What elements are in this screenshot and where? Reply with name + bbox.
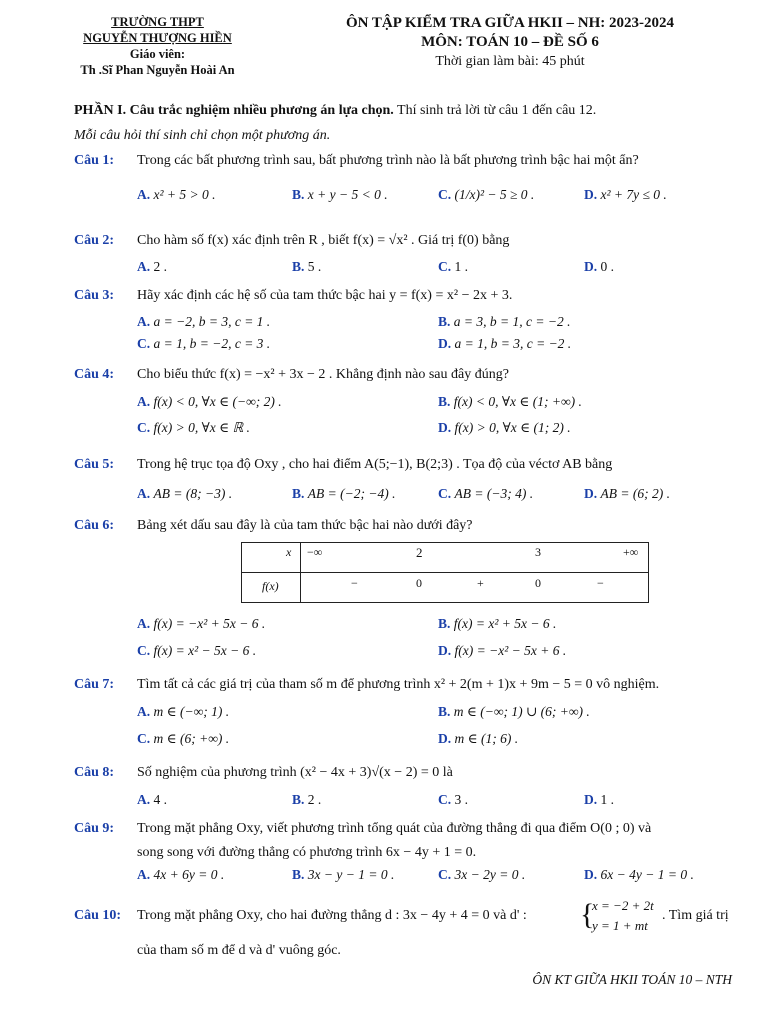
option-b[interactable]: B. m ∈ (−∞; 1) ∪ (6; +∞) . <box>438 704 590 719</box>
school-line2: NGUYỄN THƯỢNG HIỀN <box>83 31 232 45</box>
school-line1: TRƯỜNG THPT <box>111 15 204 29</box>
option-b[interactable]: B. a = 3, b = 1, c = −2 . <box>438 314 571 329</box>
option-a[interactable]: A. f(x) = −x² + 5x − 6 . <box>137 616 266 631</box>
question-text-tail: . Tìm giá trị <box>662 908 729 923</box>
sign-value: − <box>351 576 358 590</box>
option-c[interactable]: C. a = 1, b = −2, c = 3 . <box>137 336 271 351</box>
option-a[interactable]: A. m ∈ (−∞; 1) . <box>137 704 230 719</box>
question-text: Trong hệ trục tọa độ Oxy , cho hai điểm A(5;−1), B(2;3) . Tọa độ của véctơ AB bằng <box>137 457 613 472</box>
option-a[interactable]: A. AB = (8; −3) . <box>137 486 233 501</box>
option-b[interactable]: B. x + y − 5 < 0 . <box>292 187 388 202</box>
fx-label: f(x) <box>262 579 279 593</box>
question-label: Câu 10: <box>74 908 122 923</box>
option-b[interactable]: B. 5 . <box>292 259 322 274</box>
part-note: Mỗi câu hỏi thí sinh chỉ chọn một phương án. <box>74 128 331 143</box>
sign-value: − <box>597 576 604 590</box>
option-b[interactable]: B. f(x) = x² + 5x − 6 . <box>438 616 557 631</box>
x-value: 2 <box>416 545 423 560</box>
system-line2: y = 1 + mt <box>592 918 648 933</box>
sign-table <box>241 542 649 603</box>
option-c[interactable]: C. f(x) > 0, ∀x ∈ ℝ . <box>137 420 250 435</box>
option-d[interactable]: D. AB = (6; 2) . <box>584 486 670 501</box>
option-a[interactable]: A. 4 . <box>137 792 167 807</box>
system-line1: x = −2 + 2t <box>592 898 654 913</box>
exam-header <box>290 14 730 71</box>
question-text: Bảng xét dấu sau đây là của tam thức bậc hai nào dưới đây? <box>137 518 473 533</box>
question-text: Số nghiệm của phương trình (x² − 4x + 3)√(x − 2) = 0 là <box>137 765 453 780</box>
x-value: +∞ <box>623 545 639 559</box>
option-a[interactable]: A. 4x + 6y = 0 . <box>137 867 225 882</box>
option-d[interactable]: D. 1 . <box>584 792 614 807</box>
exam-subject: MÔN: TOÁN 10 – ĐỀ SỐ 6 <box>421 34 599 50</box>
part-instruction: Thí sinh trả lời từ câu 1 đến câu 12. <box>393 103 597 118</box>
question-label: Câu 2: <box>74 233 115 248</box>
question-label: Câu 8: <box>74 765 115 780</box>
option-c[interactable]: C. 3 . <box>438 792 468 807</box>
brace-glyph: { <box>580 898 595 931</box>
sign-value: 0 <box>416 576 422 590</box>
option-d[interactable]: D. 6x − 4y − 1 = 0 . <box>584 867 694 882</box>
x-value: −∞ <box>307 545 323 559</box>
question-label: Câu 3: <box>74 288 115 303</box>
option-c[interactable]: C. f(x) = x² − 5x − 6 . <box>137 643 257 658</box>
option-a[interactable]: A. f(x) < 0, ∀x ∈ (−∞; 2) . <box>137 394 282 409</box>
question-text: Hãy xác định các hệ số của tam thức bậc hai y = f(x) = x² − 2x + 3. <box>137 288 513 303</box>
question-label: Câu 5: <box>74 457 115 472</box>
question-text: Tìm tất cả các giá trị của tham số m để phương trình x² + 2(m + 1)x + 9m − 5 = 0 vô nghiệm. <box>137 677 660 692</box>
teacher-label: Giáo viên: <box>129 47 186 61</box>
question-text: Trong mặt phẳng Oxy, cho hai đường thẳng d : 3x − 4y + 4 = 0 và d' : <box>137 908 527 923</box>
x-label: x <box>286 545 292 559</box>
option-a[interactable]: A. x² + 5 > 0 . <box>137 187 216 202</box>
option-b[interactable]: B. f(x) < 0, ∀x ∈ (1; +∞) . <box>438 394 582 409</box>
question-label: Câu 4: <box>74 367 115 382</box>
option-b[interactable]: B. AB = (−2; −4) . <box>292 486 396 501</box>
question-label: Câu 1: <box>74 153 115 168</box>
option-d[interactable]: D. f(x) = −x² − 5x + 6 . <box>438 643 567 658</box>
question-text: Trong mặt phẳng Oxy, viết phương trình tổng quát của đường thẳng đi qua điểm O(0 ; 0) và <box>137 821 652 836</box>
teacher-name: Th .Sĩ Phan Nguyễn Hoài An <box>80 63 235 77</box>
school-header <box>70 14 245 78</box>
option-b[interactable]: B. 2 . <box>292 792 322 807</box>
question-label: Câu 6: <box>74 518 115 533</box>
option-c[interactable]: C. 1 . <box>438 259 468 274</box>
option-d[interactable]: D. m ∈ (1; 6) . <box>438 731 519 746</box>
sign-value: 0 <box>535 576 541 590</box>
option-d[interactable]: D. 0 . <box>584 259 614 274</box>
option-b[interactable]: B. 3x − y − 1 = 0 . <box>292 867 395 882</box>
part-heading <box>74 103 734 119</box>
exam-title: ÔN TẬP KIỂM TRA GIỮA HKII – NH: 2023-2024 <box>345 15 675 31</box>
question-text: Trong các bất phương trình sau, bất phương trình nào là bất phương trình bậc hai một ẩn? <box>137 153 639 168</box>
sign-value: + <box>477 576 484 590</box>
option-d[interactable]: D. a = 1, b = 3, c = −2 . <box>438 336 572 351</box>
option-d[interactable]: D. x² + 7y ≤ 0 . <box>584 187 667 202</box>
question-text: Cho hàm số f(x) xác định trên R , biết f(x) = √x² . Giá trị f(0) bằng <box>137 233 510 248</box>
option-a[interactable]: A. 2 . <box>137 259 167 274</box>
exam-time: Thời gian làm bài: 45 phút <box>435 54 585 69</box>
option-c[interactable]: C. (1/x)² − 5 ≥ 0 . <box>438 187 535 202</box>
option-c[interactable]: C. AB = (−3; 4) . <box>438 486 534 501</box>
question-text: Cho biểu thức f(x) = −x² + 3x − 2 . Khẳng định nào sau đây đúng? <box>137 367 509 382</box>
question-label: Câu 9: <box>74 821 115 836</box>
option-c[interactable]: C. 3x − 2y = 0 . <box>438 867 526 882</box>
question-text: của tham số m để d và d' vuông góc. <box>137 943 341 958</box>
question-text: song song với đường thẳng có phương trình 6x − 4y + 1 = 0. <box>137 845 477 860</box>
page-footer: ÔN KT GIỮA HKII TOÁN 10 – NTH <box>532 972 732 987</box>
option-d[interactable]: D. f(x) > 0, ∀x ∈ (1; 2) . <box>438 420 571 435</box>
x-value: 3 <box>535 545 541 559</box>
option-c[interactable]: C. m ∈ (6; +∞) . <box>137 731 230 746</box>
option-a[interactable]: A. a = −2, b = 3, c = 1 . <box>137 314 271 329</box>
part-title: PHẦN I. Câu trắc nghiệm nhiều phương án lựa chọn. <box>74 103 394 118</box>
question-label: Câu 7: <box>74 677 115 692</box>
